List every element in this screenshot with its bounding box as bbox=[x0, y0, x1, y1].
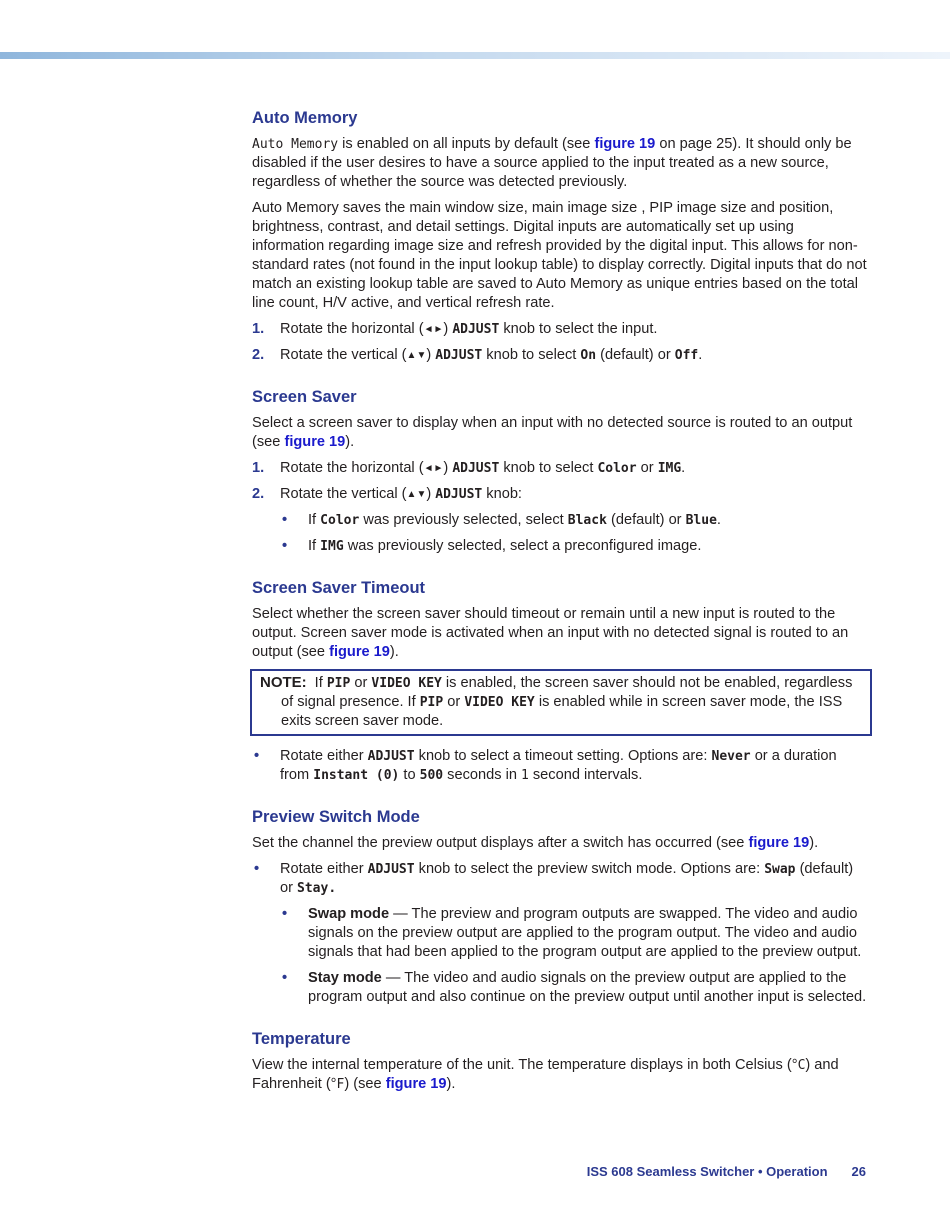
code-text: F bbox=[336, 1077, 345, 1092]
text: or bbox=[443, 694, 465, 710]
figure-link[interactable]: figure 19 bbox=[748, 835, 810, 851]
text: knob to select bbox=[499, 460, 598, 476]
text: Rotate the vertical ( bbox=[280, 347, 407, 363]
text: second intervals. bbox=[528, 767, 643, 783]
text: ) (see bbox=[344, 1076, 386, 1092]
code-text: IMG bbox=[320, 539, 344, 554]
paragraph bbox=[252, 1056, 868, 1094]
step-number: 2. bbox=[252, 486, 265, 502]
text: ). bbox=[446, 1076, 456, 1092]
term: Swap mode bbox=[308, 906, 390, 922]
code-text: On bbox=[580, 348, 597, 363]
section-title-screen-saver-timeout: Screen Saver Timeout bbox=[252, 579, 426, 597]
section-screen-saver-timeout bbox=[252, 578, 868, 785]
footer-title: ISS 608 Seamless Switcher • Operation bbox=[586, 1164, 828, 1179]
list-item bbox=[252, 537, 868, 556]
text: ) and Fahrenheit (° bbox=[252, 1057, 839, 1092]
vertical-arrows-icon: ▲▼ bbox=[406, 350, 427, 361]
code-text: VIDEO KEY bbox=[464, 695, 535, 710]
text: ) bbox=[443, 321, 453, 337]
step-item bbox=[252, 459, 868, 478]
horizontal-arrows-icon: ◄► bbox=[423, 463, 444, 474]
page-number: 26 bbox=[851, 1164, 866, 1179]
text: was previously selected, select a preconfigured image. bbox=[343, 538, 702, 554]
page-content bbox=[252, 108, 868, 1116]
text: (default) or bbox=[596, 347, 675, 363]
text: is enabled, the screen saver should not be enabled, regardless of signal presence. If bbox=[281, 675, 853, 710]
vertical-arrows-icon: ▲▼ bbox=[406, 489, 427, 500]
step-item bbox=[252, 485, 868, 504]
text: . bbox=[681, 460, 686, 476]
header-gradient-bar bbox=[0, 52, 950, 59]
step-item bbox=[252, 320, 868, 339]
code-text: ADJUST bbox=[435, 348, 483, 363]
text: ) bbox=[426, 486, 436, 502]
code-text: ADJUST bbox=[452, 322, 500, 337]
text: Select a screen saver to display when an input with no detected source is routed to an output (see bbox=[252, 415, 853, 450]
text: (default) or bbox=[280, 861, 854, 896]
text: or a duration from bbox=[280, 748, 837, 783]
section-title-screen-saver: Screen Saver bbox=[252, 388, 357, 406]
text: ). bbox=[809, 835, 819, 851]
text: If bbox=[308, 538, 321, 554]
list-item bbox=[252, 969, 868, 1007]
text: . bbox=[716, 512, 721, 528]
text: seconds in bbox=[443, 767, 521, 783]
code-text: ADJUST bbox=[452, 461, 500, 476]
bullet-icon: • bbox=[254, 748, 260, 764]
list-item bbox=[252, 860, 868, 898]
bullet-icon: • bbox=[282, 906, 288, 922]
page-footer bbox=[430, 1162, 866, 1181]
text: ). bbox=[345, 434, 355, 450]
bullet-list bbox=[252, 511, 868, 556]
text: knob to select a timeout setting. Options are: bbox=[414, 748, 712, 764]
note-text bbox=[260, 673, 864, 731]
step-item bbox=[252, 346, 868, 365]
text: Rotate either bbox=[280, 861, 368, 877]
text: knob to select the preview switch mode. Options are: bbox=[414, 861, 765, 877]
text: View the internal temperature of the unit. The temperature displays in both Celsius (° bbox=[252, 1057, 798, 1073]
figure-link[interactable]: figure 19 bbox=[594, 136, 656, 152]
figure-link[interactable]: figure 19 bbox=[329, 644, 390, 660]
text: or bbox=[350, 675, 372, 691]
text: — The preview and program outputs are swapped. The video and audio signals on the preview output are applied to the program output. The video and audio signals that had been applied to the program output are applied to the preview output. bbox=[308, 906, 862, 960]
step-number: 1. bbox=[252, 460, 265, 476]
paragraph bbox=[252, 135, 868, 192]
section-auto-memory bbox=[252, 108, 868, 365]
section-title-temperature: Temperature bbox=[252, 1030, 351, 1048]
text: ) bbox=[426, 347, 436, 363]
text: If bbox=[314, 675, 327, 691]
text: knob to select the input. bbox=[499, 321, 658, 337]
bullet-list bbox=[252, 747, 868, 785]
code-text: Auto Memory bbox=[252, 137, 339, 152]
paragraph: Auto Memory saves the main window size, main image size , PIP image size and position, brightness, contrast, and detail settings. Digital inputs are automatically set up using information regarding image size and refresh provided by the digital input. This allows for non-standard rates (not found in the input lookup table) to display correctly. Digital inputs that do not match an existing lookup table are saved to Auto Memory as unique entries based on the total line count, H/V active, and vertical refresh rate. bbox=[252, 200, 867, 311]
code-text: Stay. bbox=[297, 881, 337, 896]
paragraph bbox=[252, 834, 868, 853]
bullet-icon: • bbox=[282, 538, 288, 554]
bullet-icon: • bbox=[254, 861, 260, 877]
code-text: ADJUST bbox=[367, 862, 415, 877]
step-list bbox=[252, 320, 868, 365]
step-number: 1. bbox=[252, 321, 265, 337]
text: was previously selected, select bbox=[359, 512, 568, 528]
section-temperature bbox=[252, 1029, 868, 1094]
text: ). bbox=[389, 644, 399, 660]
list-item bbox=[252, 747, 868, 785]
step-list bbox=[252, 459, 868, 504]
section-preview-switch-mode bbox=[252, 807, 868, 1007]
code-text: ADJUST bbox=[367, 749, 415, 764]
horizontal-arrows-icon: ◄► bbox=[423, 324, 444, 335]
code-text: 500 bbox=[419, 768, 444, 783]
text: . bbox=[698, 347, 703, 363]
text: Rotate the vertical ( bbox=[280, 486, 407, 502]
note-label: NOTE: bbox=[260, 674, 307, 691]
text: — The video and audio signals on the preview output are applied to the program output and also continue on the preview output until another input is selected. bbox=[308, 970, 867, 1005]
code-text: PIP bbox=[419, 695, 444, 710]
paragraph bbox=[252, 605, 868, 662]
note-box bbox=[250, 669, 872, 736]
code-text: Off bbox=[674, 348, 699, 363]
text: is enabled on all inputs by default (see bbox=[338, 136, 595, 152]
text: If bbox=[308, 512, 321, 528]
paragraph bbox=[252, 414, 868, 452]
text: knob: bbox=[482, 486, 522, 502]
text: on page 25). It should only be disabled if the user desires to have a source applied to the input treated as a new source, regardless of whether the source was detected previously. bbox=[252, 136, 852, 190]
list-item bbox=[252, 511, 868, 530]
code-text: VIDEO KEY bbox=[371, 676, 442, 691]
code-text: Swap bbox=[764, 862, 796, 877]
section-screen-saver bbox=[252, 387, 868, 556]
text: ) bbox=[443, 460, 453, 476]
text: knob to select bbox=[482, 347, 581, 363]
code-text: Blue bbox=[685, 513, 717, 528]
step-number: 2. bbox=[252, 347, 265, 363]
figure-link[interactable]: figure 19 bbox=[284, 434, 346, 450]
text: (default) or bbox=[606, 512, 686, 528]
code-text: 1 bbox=[521, 768, 529, 783]
list-item bbox=[252, 905, 868, 962]
code-text: C bbox=[797, 1058, 806, 1073]
text: Set the channel the preview output displays after a switch has occurred (see bbox=[252, 835, 749, 851]
code-text: PIP bbox=[326, 676, 351, 691]
code-text: Color bbox=[320, 513, 360, 528]
text: Rotate either bbox=[280, 748, 368, 764]
code-text: Black bbox=[567, 513, 607, 528]
text: is enabled while in screen saver mode, the ISS exits screen saver mode. bbox=[281, 694, 843, 729]
term: Stay mode bbox=[308, 970, 382, 986]
text: Rotate the horizontal ( bbox=[280, 460, 424, 476]
sub-bullet-list bbox=[252, 905, 868, 1007]
bullet-icon: • bbox=[282, 970, 288, 986]
text: or bbox=[636, 460, 658, 476]
figure-link[interactable]: figure 19 bbox=[385, 1076, 447, 1092]
code-text: IMG bbox=[657, 461, 682, 476]
section-title-preview-switch-mode: Preview Switch Mode bbox=[252, 808, 420, 826]
bullet-icon: • bbox=[282, 512, 288, 528]
code-text: Never bbox=[711, 749, 751, 764]
code-text: Instant (0) bbox=[313, 768, 400, 783]
text: Select whether the screen saver should timeout or remain until a new input is routed to the output. Screen saver mode is activated when an input with no detected signal is routed to an output (see bbox=[252, 606, 849, 660]
section-title-auto-memory: Auto Memory bbox=[252, 109, 358, 127]
bullet-list bbox=[252, 860, 868, 898]
text: Rotate the horizontal ( bbox=[280, 321, 424, 337]
code-text: ADJUST bbox=[435, 487, 483, 502]
text: to bbox=[399, 767, 420, 783]
code-text: Color bbox=[597, 461, 637, 476]
